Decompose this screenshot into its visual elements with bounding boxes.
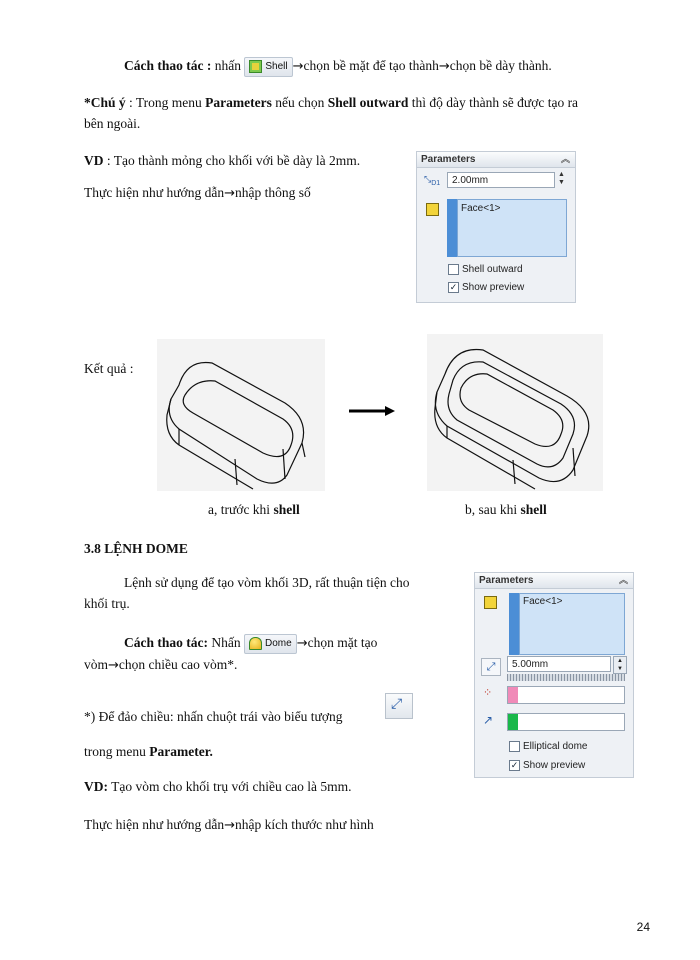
collapse-chevron-icon[interactable]: ︽ xyxy=(618,575,628,585)
thickness-value: 2.00mm xyxy=(452,175,489,186)
dome-parameters-panel xyxy=(474,572,634,778)
face-item[interactable]: Face<1> xyxy=(461,203,501,214)
direction-arrow-icon: ↗ xyxy=(483,713,494,727)
checkbox-box-checked[interactable]: ✓ xyxy=(510,760,519,770)
follow-text: Thực hiện như hướng dẫn xyxy=(84,185,225,200)
selection-bar xyxy=(509,593,519,655)
example-text: : Tạo thành mỏng cho khối với bề dày là 2mm. xyxy=(106,153,361,168)
note-text: nếu chọn xyxy=(275,95,325,110)
shell-example xyxy=(84,150,360,171)
caption-a-bold: shell xyxy=(273,502,300,517)
after-shell-drawing xyxy=(427,334,603,491)
dome-button-label: Dome xyxy=(265,638,292,650)
checkbox-box[interactable] xyxy=(448,264,459,275)
menu-bold: Parameter. xyxy=(149,744,213,759)
shell-howto-rest2: chọn bề dày thành. xyxy=(449,58,552,73)
note-bold-shell-outward: Shell outward xyxy=(327,95,409,110)
example-label: VD: xyxy=(84,779,108,794)
height-slider[interactable] xyxy=(507,674,625,681)
shell-follow xyxy=(84,182,311,204)
menu-text: trong menu xyxy=(84,744,146,759)
example-text: Tạo vòm cho khối trụ với chiều cao là 5mm. xyxy=(111,779,352,794)
follow-rest: nhập kích thước như hình xyxy=(234,817,374,832)
right-arrow-icon xyxy=(349,406,395,416)
constraint-point-icon: ⁘ xyxy=(483,687,493,699)
result-label xyxy=(84,358,134,379)
height-value: 5.00mm xyxy=(512,659,549,670)
dome-menu-line xyxy=(84,741,213,762)
pink-selection-swatch xyxy=(508,687,518,703)
checkbox-box-checked[interactable]: ✓ xyxy=(449,282,458,292)
faces-selection-box[interactable] xyxy=(519,593,625,655)
shell-outward-label: Shell outward xyxy=(462,264,523,275)
spinner-icon[interactable]: ▲ ▼ xyxy=(613,656,627,674)
dome-howto-line2a: vòm xyxy=(84,657,109,672)
note-text: : Trong menu xyxy=(129,95,202,110)
arrow-icon: → xyxy=(296,636,308,651)
dome-howto-click: Nhấn xyxy=(211,635,241,650)
selection-bar xyxy=(447,199,457,257)
show-preview-label: Show preview xyxy=(462,282,525,293)
caption-before xyxy=(208,502,300,518)
follow-rest: nhập thông số xyxy=(234,185,311,200)
note-line2: bên ngoài. xyxy=(84,116,141,131)
arrow-icon: → xyxy=(108,658,119,673)
dome-icon xyxy=(249,637,262,650)
elliptical-label: Elliptical dome xyxy=(523,741,588,752)
shell-button-label: Shell xyxy=(265,61,288,73)
example-label: VD xyxy=(84,153,104,168)
caption-b-text: b, sau khi xyxy=(465,502,518,517)
thickness-input[interactable] xyxy=(447,172,555,188)
shell-howto-click-text: nhấn xyxy=(214,58,241,73)
figure-after-shell xyxy=(427,334,603,491)
caption-after xyxy=(465,502,547,518)
reverse-direction-icon[interactable]: ⤢ xyxy=(481,658,501,676)
face-item[interactable]: Face<1> xyxy=(523,596,563,607)
panel-header[interactable] xyxy=(475,573,633,589)
dome-howto-rest: chọn mặt tạo xyxy=(307,635,378,650)
result-label-text: Kết quả : xyxy=(84,361,134,376)
shell-howto-label: Cách thao tác : xyxy=(124,58,212,73)
section-heading: 3.8 LỆNH DOME xyxy=(84,541,188,556)
face-select-icon xyxy=(426,203,439,216)
panel-header[interactable] xyxy=(417,152,575,168)
arrow-icon: → xyxy=(224,186,235,201)
shell-icon xyxy=(249,60,262,73)
dome-howto-line2b: chọn chiều cao vòm*. xyxy=(118,657,238,672)
note-prefix: *Chú ý xyxy=(84,95,126,110)
arrow-icon: → xyxy=(292,59,304,74)
collapse-chevron-icon[interactable]: ︽ xyxy=(560,154,570,164)
show-preview-label: Show preview xyxy=(523,760,586,771)
show-preview-checkbox[interactable] xyxy=(509,760,585,771)
thickness-icon: $⤡_{D1}$ xyxy=(424,174,441,187)
checkbox-box[interactable] xyxy=(509,741,520,752)
face-select-icon xyxy=(484,596,497,609)
panel-title: Parameters xyxy=(479,575,534,586)
note-text: thì độ dày thành sẽ được tạo ra xyxy=(411,95,579,110)
shell-parameters-panel xyxy=(416,151,576,303)
dome-intro xyxy=(84,572,464,614)
transform-arrow xyxy=(349,404,395,414)
before-shell-drawing xyxy=(157,339,325,491)
dome-howto xyxy=(84,632,464,676)
reverse-text: *) Để đảo chiều: nhấn chuột trái vào biểu tượng xyxy=(84,709,343,724)
show-preview-checkbox[interactable] xyxy=(448,282,524,293)
shell-howto-rest: chọn bề mặt để tạo thành xyxy=(303,58,439,73)
dome-heading xyxy=(84,538,188,559)
direction-field[interactable] xyxy=(507,713,625,731)
dome-reverse xyxy=(84,706,343,727)
panel-title: Parameters xyxy=(421,154,476,165)
shell-outward-checkbox[interactable] xyxy=(448,264,523,275)
dome-toolbar-button[interactable] xyxy=(244,634,297,654)
reverse-direction-button[interactable] xyxy=(385,693,413,719)
dome-follow xyxy=(84,814,374,836)
spinner-icon[interactable]: ▲ ▼ xyxy=(558,171,565,186)
caption-b-bold: shell xyxy=(520,502,547,517)
shell-howto-line xyxy=(124,55,552,77)
faces-selection-box[interactable] xyxy=(457,199,567,257)
shell-toolbar-button[interactable] xyxy=(244,57,292,77)
arrow-icon: → xyxy=(438,59,450,74)
reverse-direction-icon: ⤢ xyxy=(391,697,403,712)
figure-before-shell xyxy=(157,339,325,491)
note-bold-parameters: Parameters xyxy=(205,95,272,110)
constraint-point-field[interactable] xyxy=(507,686,625,704)
elliptical-dome-checkbox[interactable] xyxy=(509,741,587,752)
dome-height-input[interactable] xyxy=(507,656,611,672)
dome-example xyxy=(84,776,351,797)
page-number: 24 xyxy=(636,920,650,934)
arrow-icon: → xyxy=(224,818,235,833)
green-selection-swatch xyxy=(508,714,518,730)
intro-line2: khối trụ. xyxy=(84,596,130,611)
intro-line1: Lệnh sử dụng để tạo vòm khối 3D, rất thuận tiện cho xyxy=(124,575,410,590)
follow-text: Thực hiện như hướng dẫn xyxy=(84,817,225,832)
dome-howto-label: Cách thao tác: xyxy=(124,635,208,650)
caption-a-text: a, trước khi xyxy=(208,502,271,517)
shell-note xyxy=(84,92,629,134)
